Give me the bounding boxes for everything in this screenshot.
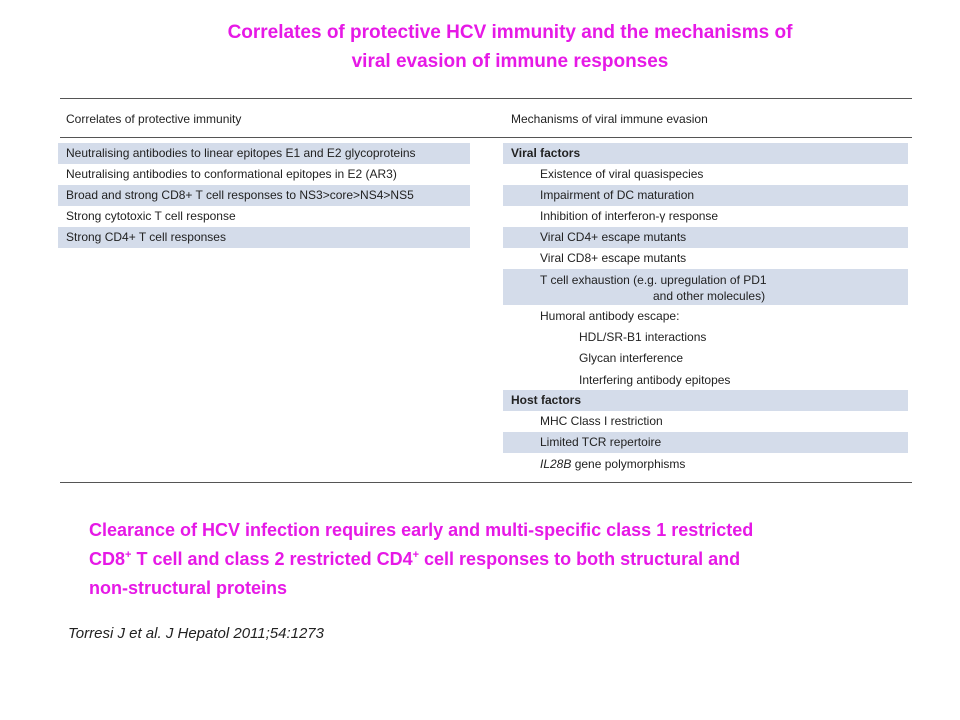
summary-line-2 bbox=[89, 545, 879, 574]
table-row: Broad and strong CD8+ T cell responses to NS3>core>NS4>NS5 bbox=[58, 185, 470, 206]
summary-cd8: CD8 bbox=[89, 549, 126, 569]
table-row-exhaustion bbox=[503, 269, 908, 305]
summary-line-3: non-structural proteins bbox=[89, 578, 288, 598]
section-host-factors: Host factors bbox=[503, 390, 908, 411]
summary-text bbox=[89, 516, 879, 603]
table-row: Existence of viral quasispecies bbox=[540, 167, 704, 181]
il28b-text: gene polymorphisms bbox=[571, 457, 686, 471]
summary-line-1: Clearance of HCV infection requires early and multi-specific class 1 restricted bbox=[89, 520, 754, 540]
right-column-header: Mechanisms of viral immune evasion bbox=[511, 112, 708, 126]
table-row: MHC Class I restriction bbox=[540, 414, 663, 428]
summary-cd4: T cell and class 2 restricted CD4 bbox=[131, 549, 413, 569]
table-row-il28b bbox=[503, 454, 908, 475]
table-bottom-rule bbox=[60, 482, 912, 483]
title-line-1: Correlates of protective HCV immunity and the mechanisms of bbox=[227, 22, 793, 43]
summary-sup-1: + bbox=[125, 549, 132, 561]
section-viral-factors: Viral factors bbox=[503, 143, 908, 164]
table-row: Humoral antibody escape: bbox=[540, 309, 680, 323]
table-row: Viral CD8+ escape mutants bbox=[540, 251, 687, 265]
summary-sup-2: + bbox=[412, 549, 420, 561]
il28b-gene-name: IL28B bbox=[540, 457, 572, 471]
table-row: HDL/SR-B1 interactions bbox=[579, 330, 707, 344]
table-row: Impairment of DC maturation bbox=[503, 185, 908, 206]
title-line-2: viral evasion of immune responses bbox=[351, 51, 669, 72]
table-row: Inhibition of interferon-γ response bbox=[540, 209, 719, 223]
table-row: Glycan interference bbox=[579, 351, 684, 365]
summary-rest: cell responses to both structural and bbox=[419, 549, 741, 569]
table-row: Neutralising antibodies to linear epitopes E1 and E2 glycoproteins bbox=[58, 143, 470, 164]
table-row: Strong CD4+ T cell responses bbox=[58, 227, 470, 248]
left-column-header: Correlates of protective immunity bbox=[66, 112, 242, 126]
table-row: Limited TCR repertoire bbox=[503, 432, 908, 453]
exhaustion-line-2: and other molecules) bbox=[653, 289, 766, 303]
exhaustion-line-1: T cell exhaustion (e.g. upregulation of PD1 bbox=[540, 273, 767, 287]
table-top-rule bbox=[60, 98, 912, 99]
table-row: Viral CD4+ escape mutants bbox=[503, 227, 908, 248]
slide-title bbox=[150, 18, 870, 76]
table-row: Interfering antibody epitopes bbox=[579, 373, 731, 387]
citation: Torresi J et al. J Hepatol 2011;54:1273 bbox=[68, 625, 324, 642]
table-row: Neutralising antibodies to conformational epitopes in E2 (AR3) bbox=[66, 167, 397, 181]
table-header-rule bbox=[60, 137, 912, 138]
table-row: Strong cytotoxic T cell response bbox=[66, 209, 236, 223]
